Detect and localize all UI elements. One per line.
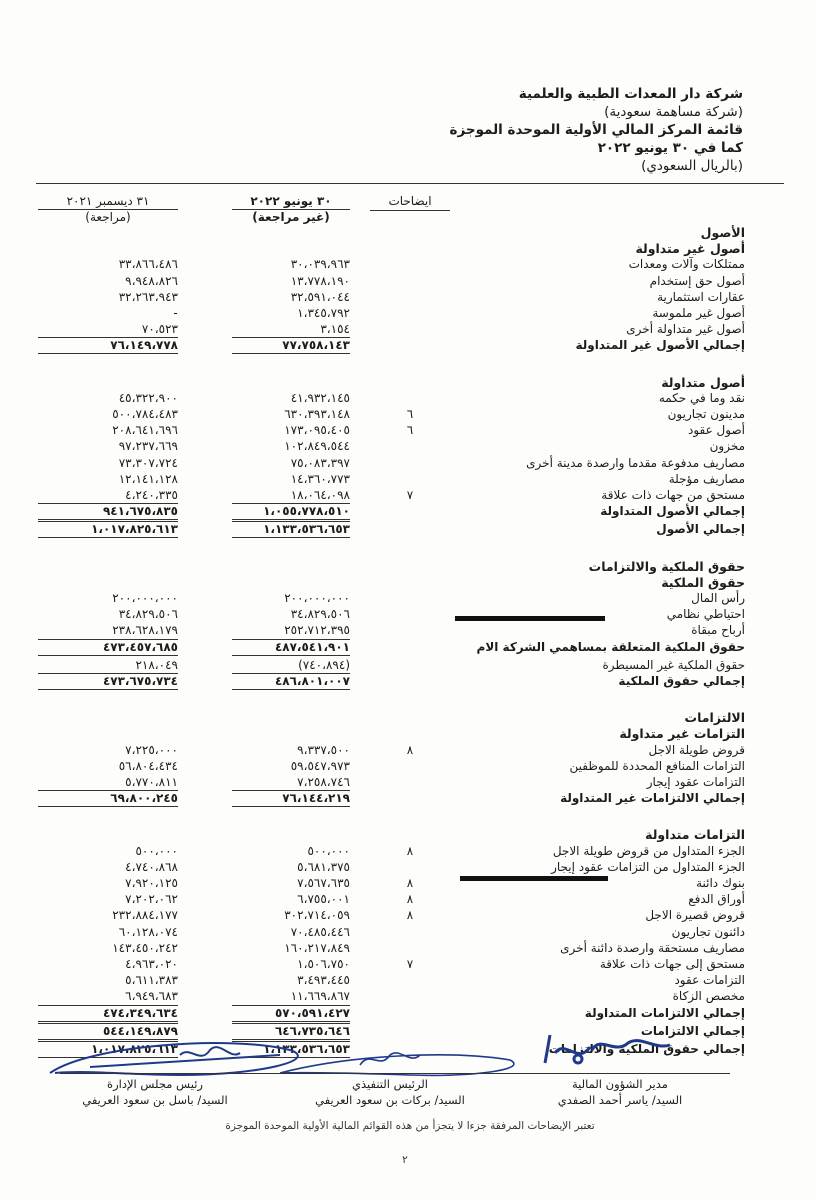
row-label: دائنون تجاريون: [671, 924, 745, 939]
total-row: [0, 674, 815, 689]
ceo-title: الرئيس التنفيذي: [352, 1077, 428, 1091]
prior-period-value: ٧،٩٢٠،١٢٥: [125, 876, 178, 890]
line-item-row: [0, 290, 815, 305]
row-label: نقد وما في حكمه: [658, 390, 745, 405]
line-item-row: [0, 876, 815, 891]
line-item-row: [0, 908, 815, 923]
section-heading-row: [0, 575, 815, 590]
current-period-value: ٥٠٠،٠٠٠: [307, 843, 350, 858]
line-item-row: [0, 844, 815, 859]
total-rule: [232, 655, 350, 656]
total-rule: [38, 537, 178, 538]
row-label: أصول حق إستخدام: [649, 273, 745, 288]
prior-period-value: ٥٤٤،١٤٩،٨٧٩: [102, 1023, 178, 1038]
row-label: إجمالي الأصول المتداولة: [600, 504, 745, 519]
row-label: التزامات المنافع المحددة للموظفين: [569, 758, 745, 773]
current-period-value: ١١،٦٦٩،٨٦٧: [290, 989, 350, 1004]
current-period-value: ٥٧٠،٥٩١،٤٢٧: [274, 1005, 350, 1020]
chair-name: السيد/ باسل بن سعود العريفي: [82, 1093, 228, 1107]
row-label: مصاريف مستحقة وارصدة دائنة أخرى: [560, 940, 745, 955]
total-row: [0, 640, 815, 655]
prior-period-value: ١٢،١٤١،١٢٨: [118, 471, 178, 486]
current-period-value: ٣٢،٥٩١،٠٤٤: [290, 289, 350, 304]
prior-period-value: ٥،٦١١،٣٨٣: [125, 973, 178, 988]
total-rule: [232, 503, 350, 504]
prior-period-value: ٤٥،٣٢٢،٩٠٠: [118, 390, 178, 405]
current-period-value: ٢٥٢،٧١٢،٣٩٥: [284, 623, 350, 638]
total-rule: [232, 537, 350, 538]
current-period-value: ٣٠٢،٧١٤،٠٥٩: [284, 908, 350, 923]
total-rule: [232, 1021, 350, 1022]
signature-scribbles: [30, 1025, 790, 1085]
current-header-underline: [232, 209, 350, 210]
total-rule: [38, 655, 178, 656]
current-period-value: ١،١٣٣،٥٣٦،٦٥٣: [263, 522, 350, 537]
row-label: بنوك دائنة: [696, 876, 745, 890]
total-rule: [232, 806, 350, 807]
line-item-row: [0, 623, 815, 638]
current-period-value: ١٠٢،٨٤٩،٥٤٤: [284, 439, 350, 454]
row-label: قروض قصيرة الاجل: [645, 908, 745, 923]
prior-period-value: ٦٠،١٢٨،٠٧٤: [118, 924, 178, 939]
line-item-row: [0, 607, 815, 622]
ceo-name: السيد/ بركات بن سعود العريفي: [315, 1093, 465, 1107]
section-heading-row: [0, 559, 815, 574]
row-label: حقوق الملكية والالتزامات: [588, 558, 745, 574]
row-label: مخصص الزكاة: [672, 989, 745, 1004]
signature-rule: [60, 1073, 730, 1074]
prior-period-value: ٣٤،٨٢٩،٥٠٦: [118, 607, 178, 622]
row-label: إجمالي الالتزامات المتداولة: [584, 1005, 745, 1020]
current-period-value: ٣٤،٨٢٩،٥٠٦: [290, 607, 350, 622]
current-period-value: ١٤،٣٦٠،٧٧٣: [290, 471, 350, 486]
prior-period-value: ٥٠٠،٧٨٤،٤٨٣: [112, 407, 178, 421]
row-label: مصاريف مؤجلة: [668, 471, 745, 486]
line-item-row: [0, 941, 815, 956]
row-note-ref: ٨: [406, 876, 414, 890]
section-heading-row: [0, 241, 815, 256]
row-label: مدينون تجاريون: [667, 407, 745, 421]
prior-period-value: ٤،٩٦٣،٠٢٠: [125, 957, 178, 971]
prior-period-value: ٢٠٠،٠٠٠،٠٠٠: [112, 591, 178, 605]
prior-period-value: ٥٠٠،٠٠٠: [135, 843, 178, 858]
current-period-value: ١،٣٤٥،٧٩٢: [297, 306, 350, 320]
line-item-row: [0, 456, 815, 471]
total-rule: [38, 673, 178, 674]
statement-date: كما في ٣٠ يونيو ٢٠٢٢: [597, 140, 743, 156]
current-period-value: ١،٥٠٦،٧٥٠: [297, 957, 350, 971]
total-row: [0, 791, 815, 806]
current-period-value: ٤٨٧،٥٤١،٩٠١: [274, 639, 350, 654]
row-label: التزامات عقود: [674, 973, 745, 988]
line-item-row: [0, 775, 815, 790]
current-period-value: ٥٩،٥٤٧،٩٧٣: [290, 758, 350, 773]
line-item-row: [0, 925, 815, 940]
row-note-ref: ٧: [406, 488, 414, 502]
section-heading-row: [0, 710, 815, 725]
row-label: الالتزامات: [684, 710, 745, 726]
total-rule: [38, 521, 178, 522]
row-label: إجمالي الأصول: [656, 522, 745, 537]
row-label: أرباح مبقاة: [691, 623, 745, 638]
row-label: مستحق من جهات ذات علاقة: [601, 488, 745, 502]
prior-period-value: ٣٣،٨٦٦،٤٨٦: [118, 257, 178, 272]
line-item-row: [0, 973, 815, 988]
section-heading-row: [0, 827, 815, 842]
total-rule: [38, 1023, 178, 1024]
section-heading-row: [0, 726, 815, 741]
row-label: أصول غير متداولة: [635, 241, 745, 257]
prior-period-value: ٧٦،١٤٩،٧٧٨: [110, 338, 178, 353]
footer-note: تعتبر الإيضاحات المرفقة جزءا لا يتجزأ من هذه القوائم المالية الأولية الموحدة الموجزة: [225, 1120, 595, 1132]
row-label: مصاريف مدفوعة مقدما وارصدة مدينة أخرى: [526, 455, 745, 470]
row-label: أوراق الدفع: [688, 892, 745, 907]
row-note-ref: ٨: [406, 892, 414, 907]
current-period-value: ١٦٠،٢١٧،٨٤٩: [284, 940, 350, 955]
row-label: ممتلكات وآلات ومعدات: [628, 257, 745, 272]
current-period-value: ٣،٤٩٣،٤٤٥: [297, 973, 350, 988]
row-label: الجزء المتداول من قروض طويلة الاجل: [552, 843, 745, 858]
current-period-value: ٧٥،٠٨٣،٣٩٧: [290, 455, 350, 470]
current-period-value: ٧٧،٧٥٨،١٤٣: [282, 338, 350, 353]
row-label: قروض طويلة الاجل: [648, 742, 745, 757]
row-label: مستحق إلى جهات ذات علاقة: [599, 957, 745, 971]
line-item-row: [0, 591, 815, 606]
current-period-value: ٦،٧٥٥،٠٠١: [297, 892, 350, 907]
row-note-ref: ٧: [406, 957, 414, 971]
prior-period-value: ٥٦،٨٠٤،٤٣٤: [118, 758, 178, 773]
line-item-row: [0, 407, 815, 422]
prior-period-value: ٦،٩٤٩،٦٨٣: [125, 989, 178, 1004]
cfo-title: مدير الشؤون المالية: [572, 1077, 668, 1091]
prior-period-value: ٤،٧٤٠،٨٦٨: [125, 859, 178, 874]
row-label: حقوق الملكية: [661, 574, 745, 590]
row-label: أصول غير ملموسة: [652, 306, 745, 320]
line-item-row: [0, 257, 815, 272]
prior-period-value: ١،٠١٧،٨٢٥،٦١٣: [91, 522, 178, 537]
total-row: [0, 338, 815, 353]
current-period-value: ١٣،٧٧٨،١٩٠: [290, 273, 350, 288]
line-item-row: [0, 306, 815, 321]
prior-period-value: ٧،٢٢٥،٠٠٠: [125, 742, 178, 757]
line-item-row: [0, 439, 815, 454]
row-label: أصول عقود: [687, 423, 745, 438]
total-rule: [38, 1005, 178, 1006]
prior-period-value: ٢٣٢،٨٨٤،١٧٧: [112, 908, 178, 923]
section-heading-row: [0, 225, 815, 240]
section-heading-row: [0, 375, 815, 390]
redaction-bar: [455, 616, 605, 621]
row-note-ref: ٨: [406, 843, 414, 858]
prior-period-value: ٤٧٣،٦٧٥،٧٣٤: [102, 674, 178, 688]
current-period-value: ٤١،٩٣٢،١٤٥: [290, 390, 350, 405]
chair-signature: [50, 1043, 298, 1075]
current-period-value: ٣٠،٠٣٩،٩٦٣: [290, 257, 350, 272]
currency-note: (بالريال السعودي): [641, 158, 743, 174]
total-rule: [38, 353, 178, 354]
current-period-value: ٧،٢٥٨،٧٤٦: [297, 775, 350, 789]
cfo-signature: [545, 1035, 670, 1063]
row-label: حقوق الملكية غير المسيطرة: [602, 657, 745, 672]
prior-period-value: ٩٤١،٦٧٥،٨٣٥: [102, 504, 178, 519]
chair-title: رئيس مجلس الإدارة: [107, 1077, 203, 1091]
row-label: إجمالي حقوق الملكية: [618, 674, 745, 688]
prior-period-value: ٩٧،٢٣٧،٦٦٩: [118, 439, 178, 454]
current-period-value: ١،١٣٣،٥٣٦،٦٥٣: [263, 1042, 350, 1056]
current-period-value: ١،٠٥٥،٧٧٨،٥١٠: [263, 504, 350, 519]
page-number: ٢: [402, 1154, 408, 1166]
prior-period-value: ١٤٣،٤٥٠،٢٤٢: [112, 940, 178, 955]
line-item-row: [0, 892, 815, 907]
total-rule: [232, 519, 350, 520]
row-label: التزامات غير متداولة: [619, 726, 745, 742]
prior-period-value: ٢٣٨،٦٢٨،١٧٩: [112, 623, 178, 638]
prior-period-value: -: [173, 306, 178, 320]
row-label: الأصول: [700, 225, 745, 240]
row-label: عقارات استثمارية: [657, 289, 745, 304]
line-item-row: [0, 423, 815, 438]
total-rule: [232, 673, 350, 674]
prior-period-value: ٥،٧٧٠،٨١١: [125, 775, 178, 789]
row-note-ref: ٨: [406, 908, 414, 923]
current-period-value: ٤٨٦،٨٠١،٠٠٧: [274, 674, 350, 688]
row-label: إجمالي الأصول غير المتداولة: [575, 338, 745, 353]
row-label: أصول غير متداولة أخرى: [626, 322, 745, 337]
current-period-subheader: (غير مراجعة): [252, 210, 330, 224]
prior-period-value: ٤٧٣،٤٥٧،٦٨٥: [102, 639, 178, 654]
header-rule: [36, 183, 784, 184]
total-rule: [232, 1005, 350, 1006]
company-name: شركة دار المعدات الطبية والعلمية: [518, 86, 743, 102]
line-item-row: [0, 274, 815, 289]
current-period-value: ٦٣٠،٣٩٣،١٤٨: [284, 407, 350, 421]
total-rule: [232, 521, 350, 522]
total-rule: [38, 1021, 178, 1022]
prior-period-value: ٢١٨،٠٤٩: [135, 657, 178, 672]
prior-period-value: ٢٠٨،٦٤١،٦٩٦: [112, 423, 178, 438]
current-period-header: ٣٠ يونيو ٢٠٢٢: [250, 194, 332, 208]
line-item-row: [0, 743, 815, 758]
current-period-value: ٦٤٦،٧٣٥،٦٤٦: [274, 1023, 350, 1038]
total-row: [0, 504, 815, 519]
row-note-ref: ٨: [406, 742, 414, 757]
row-label: إجمالي حقوق الملكية والالتزامات: [548, 1042, 745, 1056]
row-label: التزامات متداولة: [645, 827, 745, 843]
row-label: إجمالي الالتزامات: [640, 1023, 745, 1038]
prior-period-value: ١،٠١٧،٨٢٥،٦١٣: [91, 1042, 178, 1056]
prior-period-value: ٤٧٤،٣٤٩،٦٣٤: [102, 1005, 178, 1020]
prior-period-value: ٧٣،٣٠٧،٧٢٤: [118, 455, 178, 470]
current-period-value: ٧٠،٤٨٥،٤٤٦: [290, 924, 350, 939]
current-period-value: ٣،١٥٤: [320, 322, 350, 337]
current-period-value: ٢٠٠،٠٠٠،٠٠٠: [284, 591, 350, 605]
total-rule: [232, 689, 350, 690]
line-item-row: [0, 658, 815, 673]
total-rule: [38, 689, 178, 690]
total-rule: [232, 639, 350, 640]
cfo-name: السيد/ ياسر أحمد الصفدي: [557, 1093, 683, 1107]
line-item-row: [0, 472, 815, 487]
current-period-value: ١٧٣،٠٩٥،٤٠٥: [284, 423, 350, 438]
line-item-row: [0, 989, 815, 1004]
statement-title: قائمة المركز المالي الأولية الموحدة الموجزة: [449, 122, 743, 138]
total-row: [0, 1006, 815, 1021]
prior-period-value: ٤،٢٤٠،٣٣٥: [125, 488, 178, 502]
notes-header-underline: [370, 210, 450, 211]
line-item-row: [0, 322, 815, 337]
current-period-value: ٥،٦٨١،٣٧٥: [297, 859, 350, 874]
row-label: حقوق الملكية المتعلقة بمساهمي الشركة الام: [476, 639, 745, 654]
prior-period-value: ٧٠،٥٢٣: [141, 322, 178, 337]
total-rule: [38, 806, 178, 807]
current-period-value: (٧٤٠،٨٩٤): [298, 657, 350, 672]
current-period-value: ٩،٣٣٧،٥٠٠: [297, 742, 350, 757]
total-row: [0, 522, 815, 537]
total-rule: [232, 353, 350, 354]
row-label: إجمالي الالتزامات غير المتداولة: [560, 791, 745, 806]
prior-period-subheader: (مراجعة): [85, 210, 131, 224]
row-label: الجزء المتداول من التزامات عقود إيجار: [551, 859, 745, 874]
line-item-row: [0, 957, 815, 972]
prior-period-value: ٣٢،٢٦٣،٩٤٣: [118, 289, 178, 304]
ceo-signature: [280, 1053, 514, 1075]
total-rule: [38, 790, 178, 791]
total-rule: [232, 1023, 350, 1024]
row-label: أصول متداولة: [661, 374, 745, 390]
line-item-row: [0, 488, 815, 503]
company-type: (شركة مساهمة سعودية): [604, 104, 743, 120]
line-item-row: [0, 759, 815, 774]
total-rule: [38, 337, 178, 338]
row-note-ref: ٦: [406, 423, 414, 438]
row-label: التزامات عقود إيجار: [646, 775, 745, 789]
prior-period-header: ٣١ ديسمبر ٢٠٢١: [66, 194, 150, 208]
prior-period-value: ٩،٩٤٨،٨٢٦: [125, 273, 178, 288]
line-item-row: [0, 860, 815, 875]
prior-period-value: ٧،٢٠٢،٠٦٢: [125, 892, 178, 907]
total-rule: [38, 639, 178, 640]
row-note-ref: ٦: [406, 407, 414, 421]
line-item-row: [0, 391, 815, 406]
redaction-bar: [460, 876, 608, 881]
row-label: احتياطي نظامي: [666, 607, 745, 622]
notes-column-header: ايضاحات: [388, 194, 432, 208]
prior-header-underline: [38, 209, 178, 210]
total-rule: [38, 519, 178, 520]
total-rule: [232, 337, 350, 338]
row-label: رأس المال: [691, 591, 745, 605]
prior-period-value: ٦٩،٨٠٠،٢٤٥: [110, 791, 178, 806]
current-period-value: ١٨،٠٦٤،٠٩٨: [290, 488, 350, 502]
total-rule: [38, 503, 178, 504]
current-period-value: ٧٦،١٤٤،٢١٩: [282, 791, 350, 806]
row-label: مخزون: [709, 439, 745, 454]
total-rule: [232, 790, 350, 791]
current-period-value: ٧،٥٦٧،٦٣٥: [297, 876, 350, 890]
